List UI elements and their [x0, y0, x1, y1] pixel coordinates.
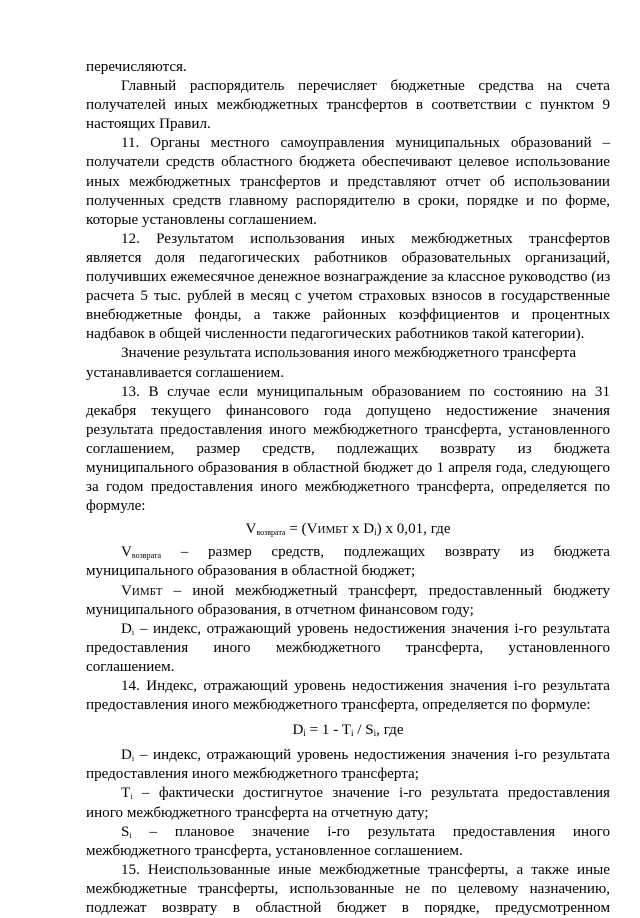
- text-line: 12. Результатом использования иных межбюджетных трансфертов: [121, 230, 610, 247]
- text-line: межбюджетные трансферты, использованные не по целевому назначению,: [86, 880, 610, 897]
- text-line: Ti – фактически достигнутое значение i-го результата предоставления: [121, 785, 610, 802]
- text-line: перечисляются.: [86, 59, 187, 75]
- text-line: Значение результата использования иного межбюджетного трансферта: [121, 345, 577, 362]
- text-line: расчета 5 тыс. рублей в месяц с учетом страховых взносов в государственные: [86, 288, 610, 305]
- text-line: 13. В случае если муниципальным образованием по состоянию на 31: [121, 383, 610, 400]
- text-line: муниципального образования в областной бюджет до 1 апреля года, следующего: [86, 459, 610, 476]
- text-line: предоставления иного межбюджетного трансферта;: [86, 766, 419, 783]
- text-line: Si – плановое значение i-го результата предоставления иного: [121, 823, 610, 840]
- text-line: соглашением, размер средств, подлежащих возврату из бюджета: [86, 440, 610, 457]
- text-line: иных межбюджетных трансфертов и представляют отчет об использовании: [86, 173, 610, 190]
- text-line: Главный распорядитель перечисляет бюджетные средства на счета: [121, 78, 610, 95]
- text-line: полученных средств главному распорядителю в сроки, порядке и по форме,: [86, 192, 610, 209]
- text-line: результата предоставления иного межбюджетного трансферта, установленного: [86, 421, 610, 438]
- text-line: Di – индекс, отражающий уровень недостижения значения i-го результата: [121, 620, 610, 637]
- text-line: получатели средств областного бюджета обеспечивают целевое использование: [86, 154, 610, 171]
- document-page: [86, 58, 610, 918]
- text-line: Vвозврата – размер средств, подлежащих возврату из бюджета: [121, 544, 610, 561]
- text-line: надбавок в общей численности педагогических работников такой категории).: [86, 326, 585, 343]
- text-line: настоящих Правил.: [86, 116, 211, 133]
- text-line: формуле:: [86, 498, 146, 515]
- text-line: 15. Неиспользованные иные межбюджетные трансферты, а также иные: [121, 861, 610, 878]
- text-line: 14. Индекс, отражающий уровень недостижения значения i-го результата: [121, 678, 610, 694]
- text-line: подлежат возврату в областной бюджет в порядке, предусмотренном: [86, 900, 610, 917]
- text-line: получателей иных межбюджетных трансфертов в соответствии с пунктом 9: [86, 97, 610, 114]
- text-line: является доля педагогических работников образовательных организаций,: [86, 249, 610, 266]
- text-line: муниципального образования, в отчетном финансовом году;: [86, 601, 474, 618]
- formula-refund: Vвозврата = (VИМБТ x $D_i$) x 0,01, где: [245, 521, 451, 538]
- text-line: устанавливается соглашением.: [86, 364, 284, 381]
- text-line: 11. Органы местного самоуправления муниципальных образований –: [121, 135, 610, 152]
- text-line: муниципального образования в областной бюджет;: [86, 563, 416, 580]
- text-line: VИМБТ – иной межбюджетный трансферт, предоставленный бюджету: [121, 582, 610, 599]
- text-line: межбюджетного трансферта, установленное соглашением.: [86, 842, 463, 859]
- text-line: которые установлены соглашением.: [86, 211, 317, 228]
- text-line: иного межбюджетного трансферта на отчетную дату;: [86, 804, 429, 821]
- formula-index: $D_i = 1 - T_i / S_i$, где: [292, 722, 404, 739]
- text-line: внебюджетные фонды, а также районных коэффициентов и процентных: [86, 307, 610, 324]
- text-line: за годом предоставления иного межбюджетного трансферта, определяется по: [86, 479, 610, 496]
- text-line: получивших ежемесячное денежное вознаграждение за классное руководство (из: [86, 269, 611, 286]
- text-line: Di – индекс, отражающий уровень недостижения значения i-го результата: [121, 747, 610, 764]
- text-line: предоставления иного межбюджетного трансферта, установленного: [86, 639, 610, 656]
- text-line: декабря текущего финансового года допущено недостижение значения: [86, 402, 610, 419]
- text-line: соглашением.: [86, 658, 175, 675]
- text-line: предоставления иного межбюджетного трансферта, определяется по формуле:: [86, 697, 591, 714]
